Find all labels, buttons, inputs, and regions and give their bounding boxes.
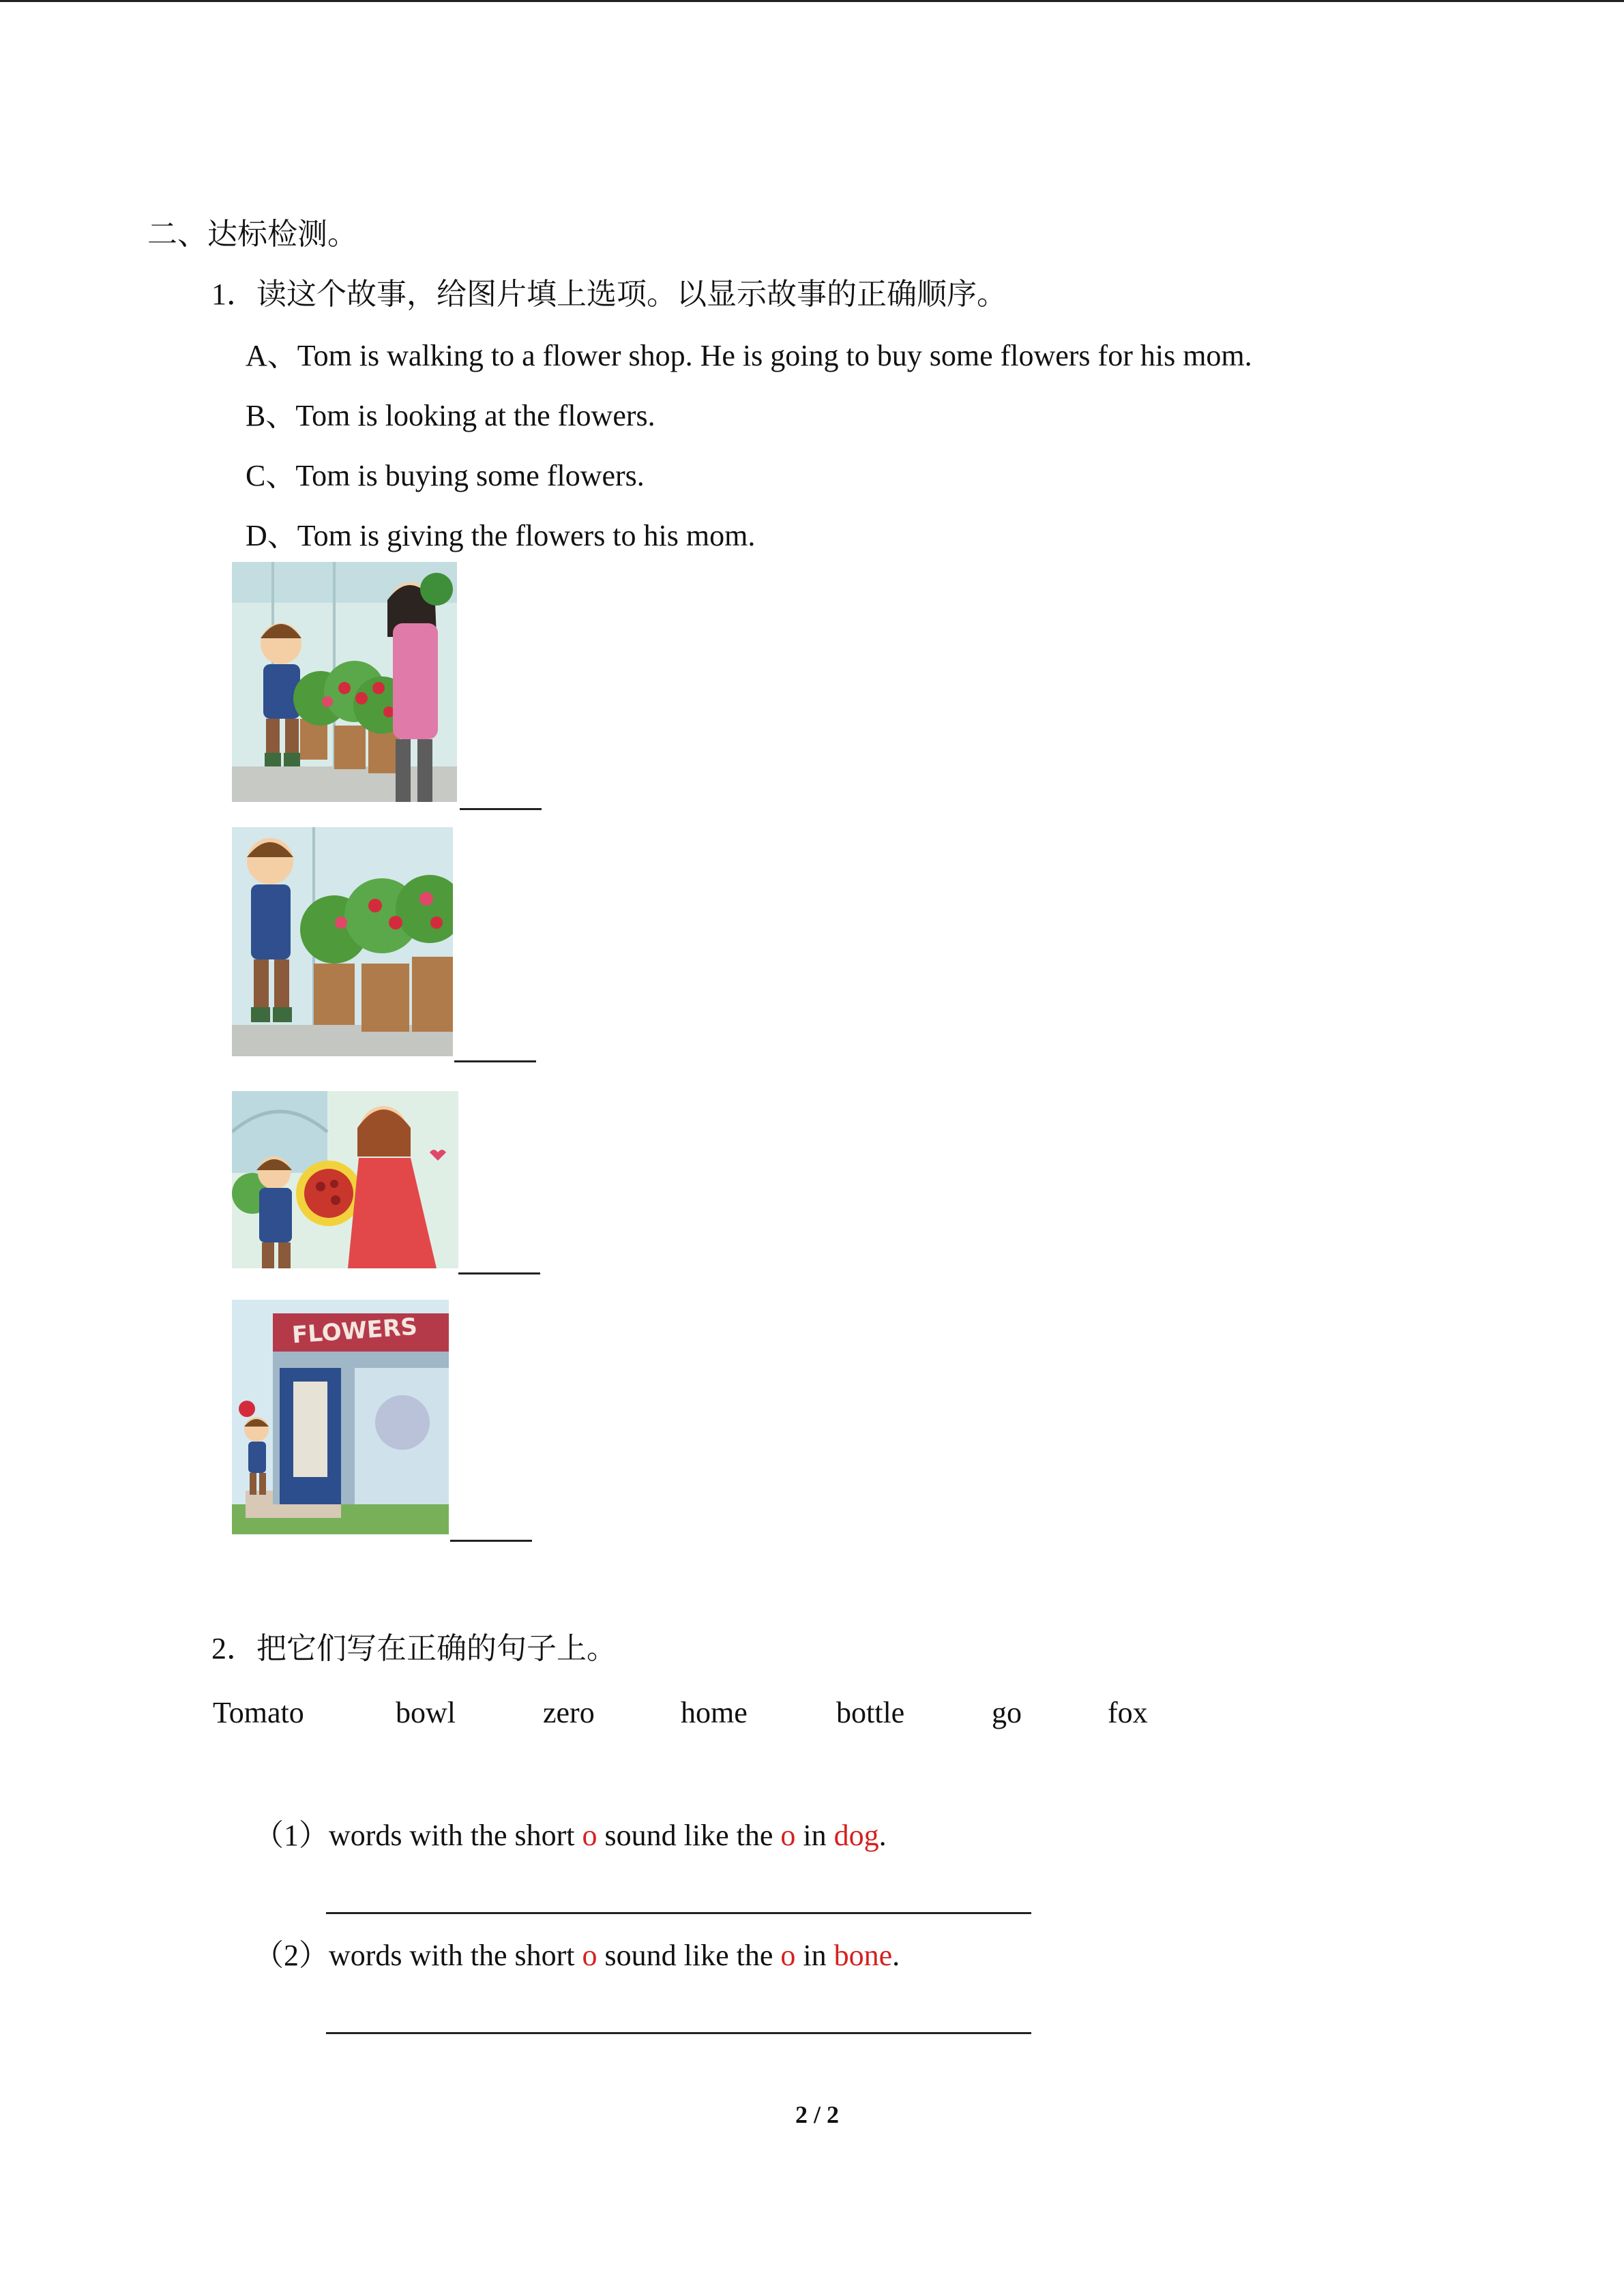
answer-blank-2[interactable]: [454, 1060, 536, 1062]
answer-blank-1[interactable]: [460, 808, 542, 810]
item-text: words with the short: [329, 1819, 582, 1852]
picture-walking-to-shop: [232, 1300, 449, 1534]
example-word: dog: [833, 1819, 879, 1852]
example-word: bone: [833, 1939, 893, 1972]
section-title: 二、达标检测。: [147, 218, 357, 251]
q2-item-2: [254, 1937, 900, 1975]
item-text: in: [795, 1819, 834, 1852]
word-tomato: Tomato: [213, 1696, 304, 1729]
page-number: 2 / 2: [795, 2101, 840, 2128]
word-home: home: [681, 1696, 748, 1729]
highlight-o: o: [780, 1819, 796, 1852]
answer-blank-3[interactable]: [458, 1272, 540, 1274]
word-zero: zero: [543, 1696, 595, 1729]
item-text: .: [892, 1939, 900, 1972]
q2-instruction: 2．把它们写在正确的句子上。: [211, 1632, 617, 1665]
highlight-o: o: [582, 1819, 597, 1852]
answer-blank-4[interactable]: [450, 1540, 532, 1542]
item-text: in: [795, 1939, 834, 1972]
highlight-o: o: [582, 1939, 597, 1972]
word-bowl: bowl: [396, 1696, 456, 1729]
highlight-o: o: [780, 1939, 796, 1972]
item-text: .: [879, 1819, 887, 1852]
picture-giving-flowers: [232, 1091, 458, 1268]
option-d: D、Tom is giving the flowers to his mom.: [246, 519, 756, 552]
option-c: C、Tom is buying some flowers.: [246, 459, 645, 492]
flowers-sign: FLOWERS: [291, 1313, 419, 1350]
word-bottle: bottle: [836, 1696, 905, 1729]
item-text: words with the short: [329, 1939, 582, 1972]
item-number: （1）: [254, 1819, 329, 1852]
picture-looking-at-flowers: [232, 827, 453, 1056]
item-number: （2）: [254, 1939, 329, 1972]
top-border-rule: [0, 0, 1624, 2]
q2-item-1: [254, 1817, 887, 1855]
item-text: sound like the: [597, 1939, 781, 1972]
picture-buying-flowers: [232, 562, 457, 802]
option-a: A、Tom is walking to a flower shop. He is going to buy some flowers for his mom.: [246, 339, 1252, 372]
answer-line-2[interactable]: [326, 2032, 1031, 2034]
option-b: B、Tom is looking at the flowers.: [246, 399, 655, 432]
item-text: sound like the: [597, 1819, 781, 1852]
word-fox: fox: [1108, 1696, 1148, 1729]
q1-instruction: 1．读这个故事，给图片填上选项。以显示故事的正确顺序。: [211, 278, 1007, 311]
word-go: go: [992, 1696, 1022, 1729]
answer-line-1[interactable]: [326, 1912, 1031, 1914]
